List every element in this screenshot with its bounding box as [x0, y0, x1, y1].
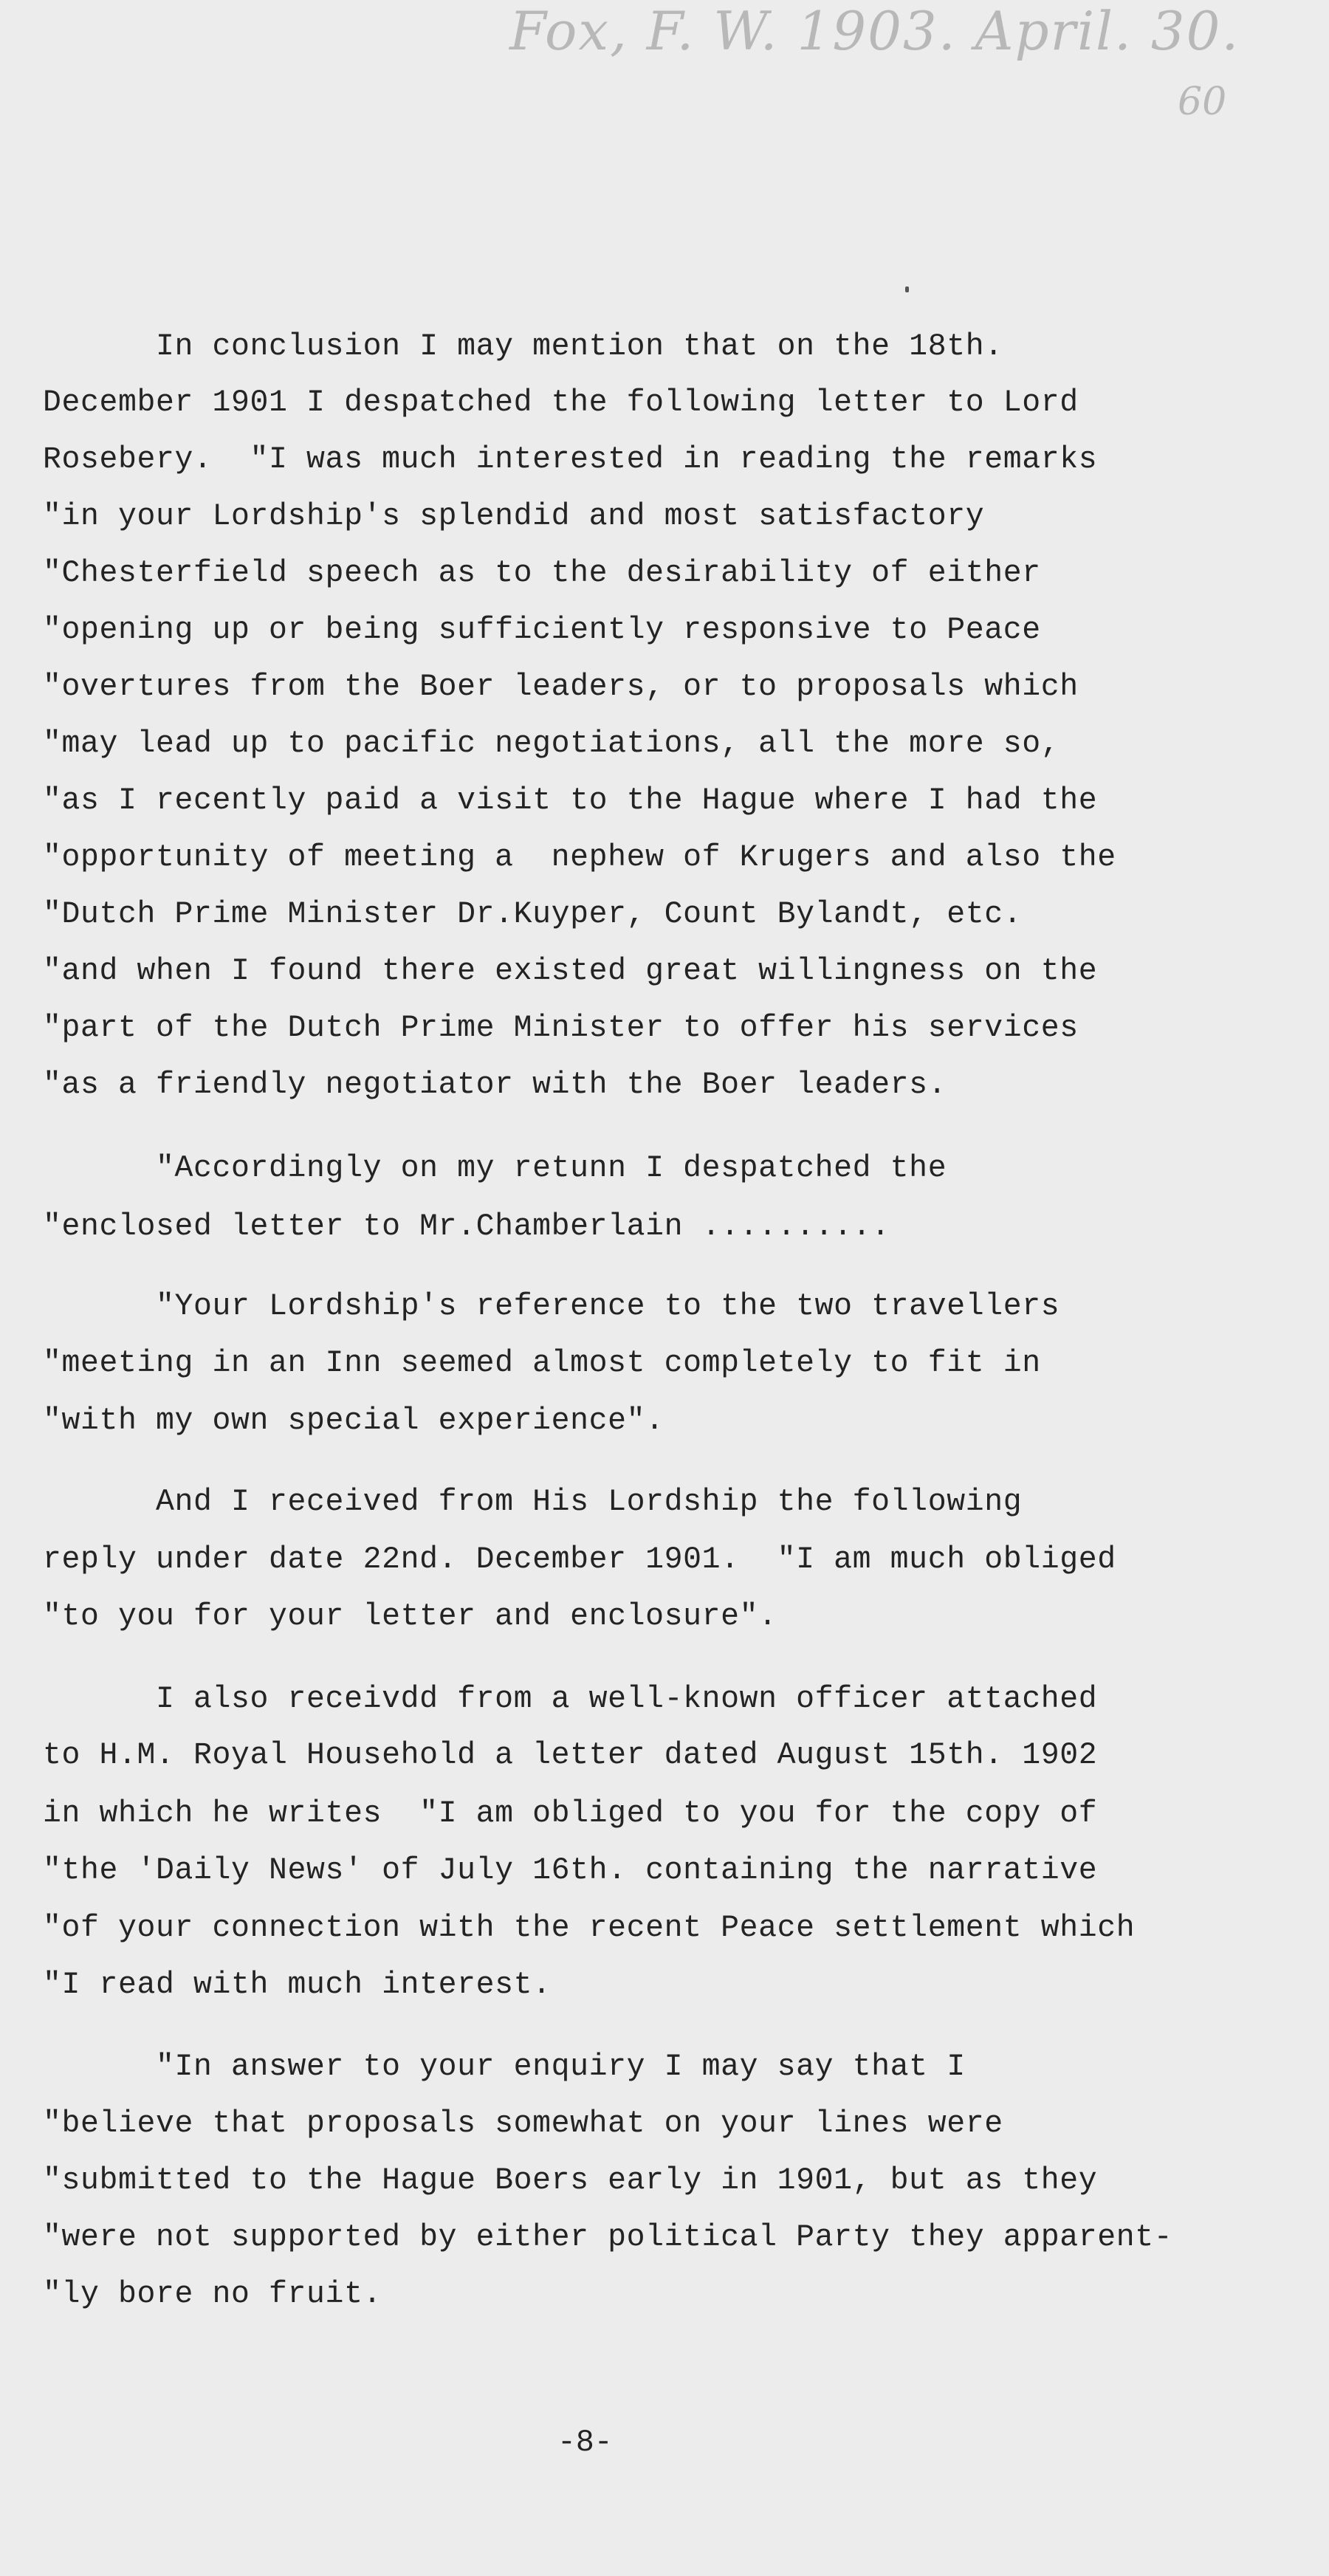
handwritten-folio-number: 60 [1178, 80, 1227, 124]
body-line: "Chesterfield speech as to the desirability of either [43, 556, 1041, 591]
body-line: "the 'Daily News' of July 16th. containing the narrative [43, 1853, 1098, 1888]
body-line: Rosebery. "I was much interested in reading the remarks [43, 442, 1098, 477]
body-line: In conclusion I may mention that on the 18th. [43, 329, 1003, 364]
body-line: "as I recently paid a visit to the Hague where I had the [43, 783, 1098, 818]
ink-speck [905, 286, 909, 292]
body-line: I also receivdd from a well-known officer attached [43, 1682, 1098, 1717]
body-line: "enclosed letter to Mr.Chamberlain .......... [43, 1209, 890, 1244]
body-line: reply under date 22nd. December 1901. "I am much obliged [43, 1542, 1116, 1577]
body-line: "of your connection with the recent Peace settlement which [43, 1911, 1136, 1945]
body-line: in which he writes "I am obliged to you for the copy of [43, 1796, 1098, 1831]
body-line: "as a friendly negotiator with the Boer leaders. [43, 1068, 947, 1102]
body-line: "may lead up to pacific negotiations, all the more so, [43, 727, 1060, 761]
body-line: "were not supported by either political Party they apparent- [43, 2220, 1173, 2255]
body-line: And I received from His Lordship the following [43, 1485, 1023, 1519]
body-line: "part of the Dutch Prime Minister to offer his services [43, 1011, 1079, 1045]
body-line: "with my own special experience". [43, 1404, 664, 1438]
body-line: to H.M. Royal Household a letter dated August 15th. 1902 [43, 1738, 1098, 1773]
body-line: "opening up or being sufficiently responsive to Peace [43, 613, 1041, 648]
body-line: December 1901 I despatched the following letter to Lord [43, 385, 1079, 420]
body-line: "believe that proposals somewhat on your lines were [43, 2106, 1003, 2141]
body-line: "opportunity of meeting a nephew of Krugers and also the [43, 840, 1116, 875]
handwritten-archive-note: Fox, F. W. 1903. April. 30. [509, 0, 1240, 62]
body-line: "and when I found there existed great willingness on the [43, 954, 1098, 989]
body-line: "in your Lordship's splendid and most satisfactory [43, 499, 985, 534]
body-line: "meeting in an Inn seemed almost completely to fit in [43, 1346, 1041, 1381]
body-line: "Your Lordship's reference to the two travellers [43, 1289, 1060, 1324]
body-line: "ly bore no fruit. [43, 2277, 382, 2312]
body-line: "submitted to the Hague Boers early in 1901, but as they [43, 2163, 1098, 2198]
body-line: "I read with much interest. [43, 1968, 552, 2002]
body-line: "overtures from the Boer leaders, or to proposals which [43, 670, 1079, 704]
body-line: "In answer to your enquiry I may say that I [43, 2050, 966, 2084]
page-number: -8- [557, 2425, 613, 2460]
body-line: "to you for your letter and enclosure". [43, 1599, 777, 1634]
body-line: "Dutch Prime Minister Dr.Kuyper, Count Bylandt, etc. [43, 897, 1023, 932]
body-line: "Accordingly on my retunn I despatched the [43, 1151, 947, 1186]
